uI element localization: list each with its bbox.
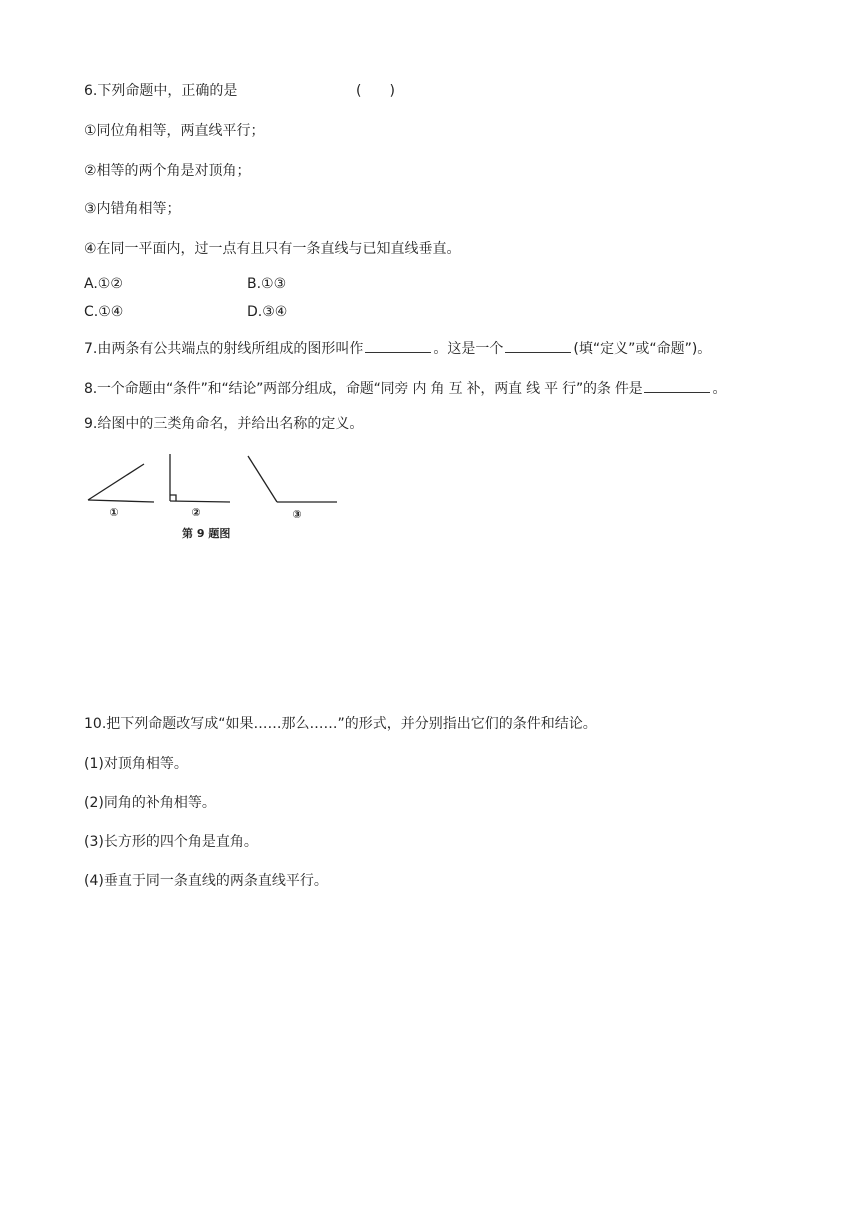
q8-text-1: 8.一个命题由“条件”和“结论”两部分组成，命题“同旁 内 角 互 补，两直 线 平 行”的条 件是 xyxy=(84,381,643,397)
right-angle-drawing xyxy=(170,454,230,502)
q6-item-3: ③内错角相等； xyxy=(84,201,181,217)
figure-label-2: ② xyxy=(191,506,201,519)
q8-text-2: 。 xyxy=(712,381,727,397)
q7-text-3: (填“定义”或“命题”)。 xyxy=(573,341,712,357)
q6-option-d: D.③④ xyxy=(247,304,288,320)
q6-option-c: C.①④ xyxy=(84,304,124,320)
q6-item-4: ④在同一平面内，过一点有且只有一条直线与已知直线垂直。 xyxy=(84,241,461,257)
q7-text-2: 。这是一个 xyxy=(433,341,504,357)
q7-blank-2 xyxy=(505,338,571,353)
q10-item-3: (3)长方形的四个角是直角。 xyxy=(84,834,258,850)
q8-line xyxy=(84,378,726,398)
figure-label-3: ③ xyxy=(292,508,302,521)
figure-caption: 第 9 题图 xyxy=(182,527,231,540)
q6-item-2: ②相等的两个角是对顶角； xyxy=(84,163,251,179)
q6-option-b: B.①③ xyxy=(247,276,287,292)
figure-label-1: ① xyxy=(109,506,119,519)
q10-stem: 10.把下列命题改写成“如果……那么……”的形式，并分别指出它们的条件和结论。 xyxy=(84,716,597,732)
q6-answer-paren: ( ) xyxy=(356,83,395,99)
q7-blank-1 xyxy=(365,338,431,353)
q10-item-2: (2)同角的补角相等。 xyxy=(84,795,216,811)
q6-stem: 6.下列命题中，正确的是 xyxy=(84,83,238,99)
q9-stem: 9.给图中的三类角命名，并给出名称的定义。 xyxy=(84,416,364,432)
q7-text-1: 7.由两条有公共端点的射线所组成的图形叫作 xyxy=(84,341,364,357)
q7-line xyxy=(84,338,711,358)
q10-item-1: (1)对顶角相等。 xyxy=(84,756,188,772)
acute-angle-drawing xyxy=(88,464,154,502)
q8-blank xyxy=(644,378,710,393)
q6-option-a: A.①② xyxy=(84,276,123,292)
obtuse-angle-drawing xyxy=(248,456,337,502)
q6-item-1: ①同位角相等，两直线平行； xyxy=(84,123,265,139)
q9-angle-figure xyxy=(84,450,344,545)
q10-item-4: (4)垂直于同一条直线的两条直线平行。 xyxy=(84,873,328,889)
